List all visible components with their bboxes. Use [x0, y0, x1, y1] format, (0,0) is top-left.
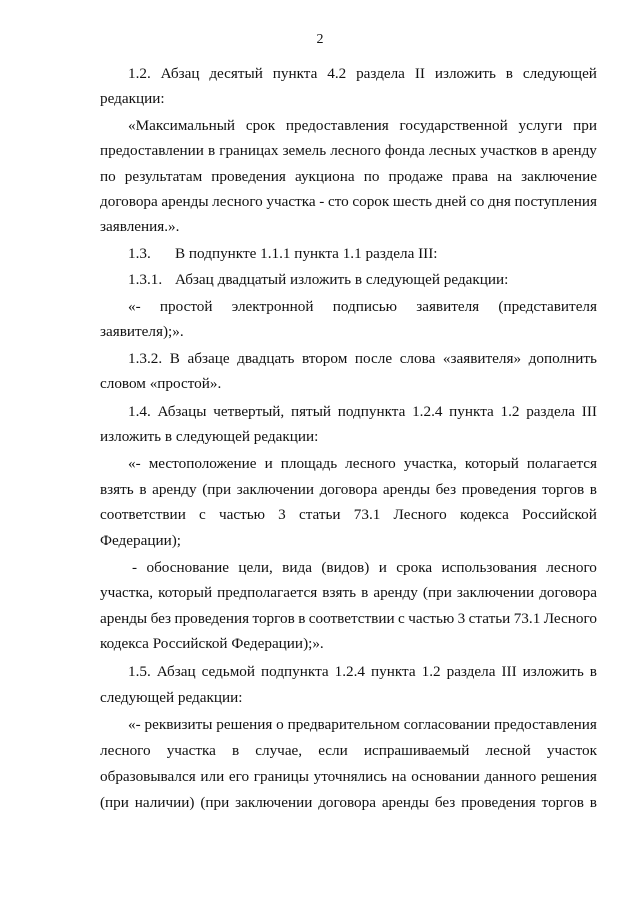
- word: если: [318, 742, 348, 759]
- word: образовывался: [100, 768, 196, 785]
- signature-line-1: [128, 297, 597, 317]
- word: изложить: [434, 65, 496, 82]
- word: простой: [159, 298, 213, 315]
- word: без: [435, 481, 457, 498]
- word: пункта: [449, 403, 494, 420]
- word: предоставления: [285, 117, 389, 134]
- section-1-3-2-line-2: словом «простой».: [100, 375, 222, 392]
- word: абзаце: [187, 350, 230, 367]
- word: земель: [282, 142, 327, 159]
- word: сто: [327, 193, 349, 210]
- word: 1.5.: [128, 663, 151, 680]
- word: площадь: [280, 455, 338, 472]
- word: его: [228, 768, 250, 785]
- word: права: [451, 168, 489, 185]
- word: электронной: [231, 298, 314, 315]
- justification-line-3: [100, 609, 597, 629]
- word: Российской: [522, 506, 597, 523]
- section-1-3-1-number: 1.3.1.: [128, 271, 163, 288]
- word: подпункта: [337, 403, 406, 420]
- quote-line-5: заявления.».: [100, 218, 180, 235]
- word: (при: [200, 794, 230, 811]
- word: государственной: [399, 117, 508, 134]
- word: проведения: [461, 481, 537, 498]
- word: без: [150, 610, 172, 627]
- word: договора: [100, 193, 158, 210]
- word: вида: [282, 559, 312, 576]
- word: в: [361, 584, 369, 601]
- word: предоставлении: [100, 142, 204, 159]
- word: 1.2: [500, 403, 520, 420]
- word: цели,: [238, 559, 273, 576]
- word: Лесного: [393, 506, 447, 523]
- word: и: [378, 559, 387, 576]
- requisites-line-1: [128, 715, 597, 735]
- word: аренды: [381, 794, 429, 811]
- word: статьи: [298, 506, 341, 523]
- word: 3: [457, 610, 466, 627]
- word: соответствии: [100, 506, 186, 523]
- word: седьмой: [201, 663, 256, 680]
- word: III: [501, 663, 517, 680]
- word: в: [139, 481, 147, 498]
- signature-line-2: заявителя);».: [100, 323, 184, 340]
- word: 1.2.4: [334, 663, 366, 680]
- location-line-4: Федерации);: [100, 532, 182, 549]
- word: заключении: [235, 794, 313, 811]
- word: на: [391, 768, 407, 785]
- word: аренду: [552, 142, 597, 159]
- word: Абзацы: [157, 403, 207, 420]
- word: раздела: [446, 663, 496, 680]
- section-1-3-1-text: Абзац двадцатый изложить в следующей редакции:: [175, 271, 509, 288]
- word: услуги: [518, 117, 563, 134]
- word: который: [464, 455, 519, 472]
- word: участка: [266, 193, 316, 210]
- word: 1.2: [421, 663, 441, 680]
- word: в: [541, 142, 549, 159]
- requisites-line-4: [100, 793, 597, 813]
- word: десятый: [209, 65, 263, 82]
- word: предполагается: [217, 584, 318, 601]
- word: срока: [396, 559, 433, 576]
- word: изложить: [522, 663, 584, 680]
- word: кодекса: [459, 506, 509, 523]
- word: статьи: [468, 610, 511, 627]
- word: аукциона: [294, 168, 355, 185]
- word: проведения: [461, 794, 536, 811]
- word: или: [200, 768, 225, 785]
- word: полагается: [526, 455, 597, 472]
- word: проведения: [211, 168, 286, 185]
- word: поступления: [514, 193, 597, 210]
- word: 73.1: [353, 506, 381, 523]
- word: сорок: [352, 193, 390, 210]
- word: срок: [245, 117, 276, 134]
- word: раздела: [526, 403, 576, 420]
- section-1-5-line-1: [128, 662, 597, 682]
- word: границы: [253, 768, 309, 785]
- word: 4.2: [327, 65, 347, 82]
- word: в: [589, 794, 597, 811]
- word: со: [470, 193, 485, 210]
- word: 1.2.: [128, 65, 151, 82]
- word: участка,: [403, 455, 457, 472]
- word: взять: [322, 584, 357, 601]
- word: местоположение: [148, 455, 257, 472]
- word: частью: [218, 506, 265, 523]
- word: границах: [219, 142, 279, 159]
- word: лесного: [100, 742, 151, 759]
- section-1-5-line-2: следующей редакции:: [100, 689, 243, 706]
- word: о: [276, 716, 284, 733]
- word: в: [589, 481, 597, 498]
- word: заключении: [456, 584, 535, 601]
- word: наличии): [134, 794, 195, 811]
- quote-line-2: [100, 141, 597, 161]
- word: заключение: [521, 168, 597, 185]
- word: аренду: [373, 584, 418, 601]
- word: дня: [487, 193, 511, 210]
- word: дней: [435, 193, 467, 210]
- word: согласовании: [403, 716, 491, 733]
- word: на: [497, 168, 513, 185]
- quote-line-3: [100, 167, 597, 187]
- word: 1.4.: [128, 403, 151, 420]
- word: дополнить: [528, 350, 597, 367]
- word: шесть: [392, 193, 433, 210]
- word: следующей: [522, 65, 597, 82]
- word: с: [398, 610, 405, 627]
- word: основании: [411, 768, 480, 785]
- word: взять: [100, 481, 134, 498]
- word: продаже: [388, 168, 443, 185]
- word: (при: [100, 794, 129, 811]
- word: в: [505, 65, 513, 82]
- word: II: [414, 65, 425, 82]
- word: при: [573, 117, 597, 134]
- justification-line-1: [132, 558, 597, 578]
- word: в: [298, 610, 306, 627]
- word: предварительном: [287, 716, 400, 733]
- word: в: [589, 663, 597, 680]
- justification-line-2: [100, 583, 597, 603]
- section-1-4-line-1: [128, 402, 597, 422]
- word: пункта: [272, 65, 318, 82]
- word: по: [363, 168, 380, 185]
- section-1-3-2-line-1: [128, 349, 597, 369]
- word: лесного: [330, 142, 381, 159]
- word: лесного: [546, 559, 597, 576]
- word: данного: [484, 768, 537, 785]
- word: случае,: [255, 742, 303, 759]
- word: договора: [318, 794, 376, 811]
- word: торгов: [252, 610, 295, 627]
- word: Абзац: [160, 65, 200, 82]
- word: частью: [408, 610, 455, 627]
- word: «заявителя»: [442, 350, 522, 367]
- word: лесного: [212, 193, 263, 210]
- word: фонда: [384, 142, 425, 159]
- word: аренды: [100, 610, 148, 627]
- section-1-3-number: 1.3.: [128, 245, 151, 262]
- word: аренды: [382, 481, 431, 498]
- word: 1.2.4: [412, 403, 443, 420]
- word: «Максимальный: [128, 117, 236, 134]
- location-line-2: [100, 480, 597, 500]
- word: пункта: [371, 663, 416, 680]
- location-line-3: [100, 505, 597, 525]
- word: III: [581, 403, 597, 420]
- word: лесного: [345, 455, 396, 472]
- word: четвертый,: [213, 403, 285, 420]
- word: пятый: [290, 403, 332, 420]
- word: в: [208, 142, 216, 159]
- word: 73.1: [513, 610, 541, 627]
- word: 1.3.2.: [128, 350, 163, 367]
- requisites-line-3: [100, 767, 597, 787]
- word: заявителя: [416, 298, 480, 315]
- paragraph-1-2-line-1: [128, 64, 597, 84]
- paragraph-1-2-line-2: редакции:: [100, 90, 165, 107]
- word: подпункта: [261, 663, 329, 680]
- word: -: [319, 193, 325, 210]
- word: уточнялись: [313, 768, 387, 785]
- requisites-line-2: [100, 741, 597, 761]
- word: Лесного: [543, 610, 597, 627]
- word: с: [199, 506, 206, 523]
- word: договора: [539, 584, 597, 601]
- word: «-: [128, 298, 141, 315]
- word: 3: [278, 506, 286, 523]
- word: слова: [399, 350, 436, 367]
- word: двадцать: [237, 350, 295, 367]
- quote-line-4: [100, 192, 597, 212]
- page-number: 2: [316, 32, 324, 47]
- word: втором: [301, 350, 348, 367]
- word: заключении: [236, 481, 314, 498]
- word: без: [434, 794, 456, 811]
- word: участков: [480, 142, 538, 159]
- word: обоснование: [146, 559, 229, 576]
- word: -: [132, 559, 138, 576]
- word: (представителя: [498, 298, 597, 315]
- word: лесных: [428, 142, 477, 159]
- word: предоставления: [494, 716, 597, 733]
- word: лесной: [485, 742, 531, 759]
- word: результатам: [124, 168, 203, 185]
- word: после: [354, 350, 393, 367]
- word: испрашиваемый: [363, 742, 470, 759]
- word: аренды: [161, 193, 209, 210]
- justification-line-4: кодекса Российской Федерации);».: [100, 635, 324, 652]
- word: участка,: [100, 584, 154, 601]
- word: участка: [166, 742, 216, 759]
- word: (при: [422, 584, 452, 601]
- word: реквизиты: [144, 716, 213, 733]
- word: использования: [441, 559, 537, 576]
- word: который: [158, 584, 213, 601]
- word: решения: [540, 768, 597, 785]
- word: (видов): [321, 559, 370, 576]
- word: «-: [128, 455, 141, 472]
- word: аренду: [152, 481, 197, 498]
- word: В: [169, 350, 180, 367]
- word: (при: [202, 481, 232, 498]
- word: договора: [319, 481, 378, 498]
- word: подписью: [332, 298, 397, 315]
- word: и: [264, 455, 273, 472]
- location-line-1: [128, 454, 597, 474]
- word: участок: [546, 742, 597, 759]
- word: соответствии: [308, 610, 395, 627]
- quote-line-1: [128, 116, 597, 136]
- word: по: [100, 168, 116, 185]
- section-1-3-text: В подпункте 1.1.1 пункта 1.1 раздела III:: [175, 245, 438, 262]
- word: решения: [216, 716, 273, 733]
- section-1-4-line-2: изложить в следующей редакции:: [100, 428, 319, 445]
- word: в: [232, 742, 240, 759]
- word: торгов: [541, 481, 585, 498]
- word: торгов: [541, 794, 584, 811]
- word: «-: [128, 716, 141, 733]
- word: раздела: [356, 65, 405, 82]
- word: проведения: [174, 610, 250, 627]
- word: Абзац: [156, 663, 196, 680]
